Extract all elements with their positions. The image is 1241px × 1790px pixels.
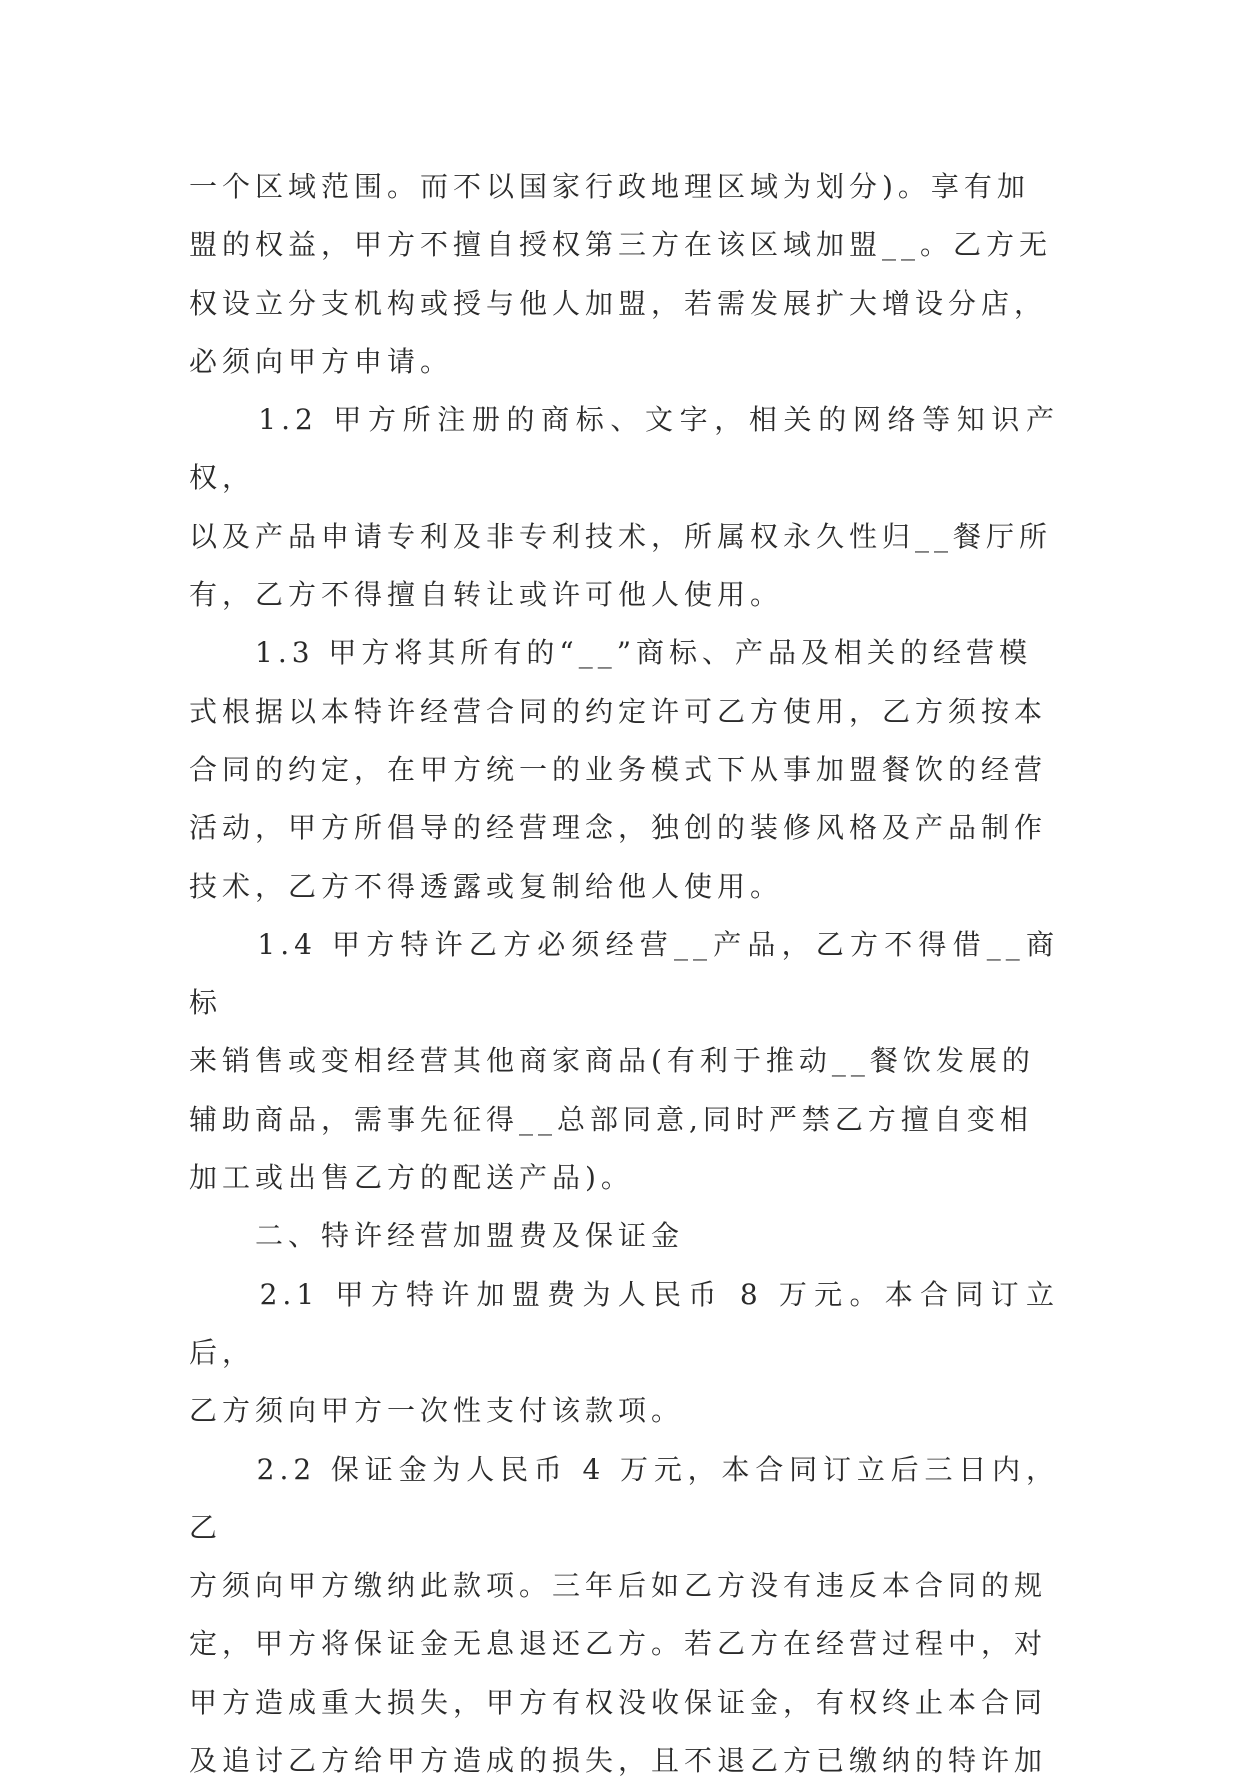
- paragraph-1-3: 1.3 甲方将其所有的“__”商标、产品及相关的经营模 式根据以本特许经营合同的约定许可乙方使用，乙方须按本 合同的约定，在甲方统一的业务模式下从事加盟餐饮的经营 活动，甲方所倡导的经营理念，独创的装修风格及产品制作 技术，乙方不得透露或复制给他人使用。: [189, 636, 1048, 903]
- paragraph-1-4: 1.4 甲方特许乙方必须经营__产品，乙方不得借__商标 来销售或变相经营其他商家商品(有利于推动__餐饮发展的 辅助商品，需事先征得__总部同意,同时严禁乙方擅自变相 加工或出售乙方的配送产品)。: [189, 927, 1059, 1195]
- paragraph-region-rights: 一个区域范围。而不以国家行政地理区域为划分)。享有加 盟的权益，甲方不擅自授权第三方在该区域加盟__。乙方无 权设立分支机构或授与他人加盟，若需发展扩大增设分店， 必须向甲方申请。: [189, 170, 1053, 378]
- section-heading-2: 二、特许经营加盟费及保证金: [189, 1219, 685, 1253]
- paragraph-2-1: 2.1 甲方特许加盟费为人民币 8 万元。本合同订立后， 乙方须向甲方一次性支付该款项。: [189, 1277, 1059, 1428]
- document-body: [189, 158, 1059, 1790]
- paragraph-2-2: 2.2 保证金为人民币 4 万元，本合同订立后三日内，乙 方须向甲方缴纳此款项。三年后如乙方没有违反本合同的规 定，甲方将保证金无息退还乙方。若乙方在经营过程中，对 甲方造成重大损失，甲方有权没收保证金，有权终止本合同 及追讨乙方给甲方造成的损失，且不退乙方已缴纳的特许加: [189, 1452, 1059, 1778]
- paragraph-1-2: 1.2 甲方所注册的商标、文字，相关的网络等知识产权， 以及产品申请专利及非专利技术，所属权永久性归__餐厅所 有，乙方不得擅自转让或许可他人使用。: [189, 403, 1059, 612]
